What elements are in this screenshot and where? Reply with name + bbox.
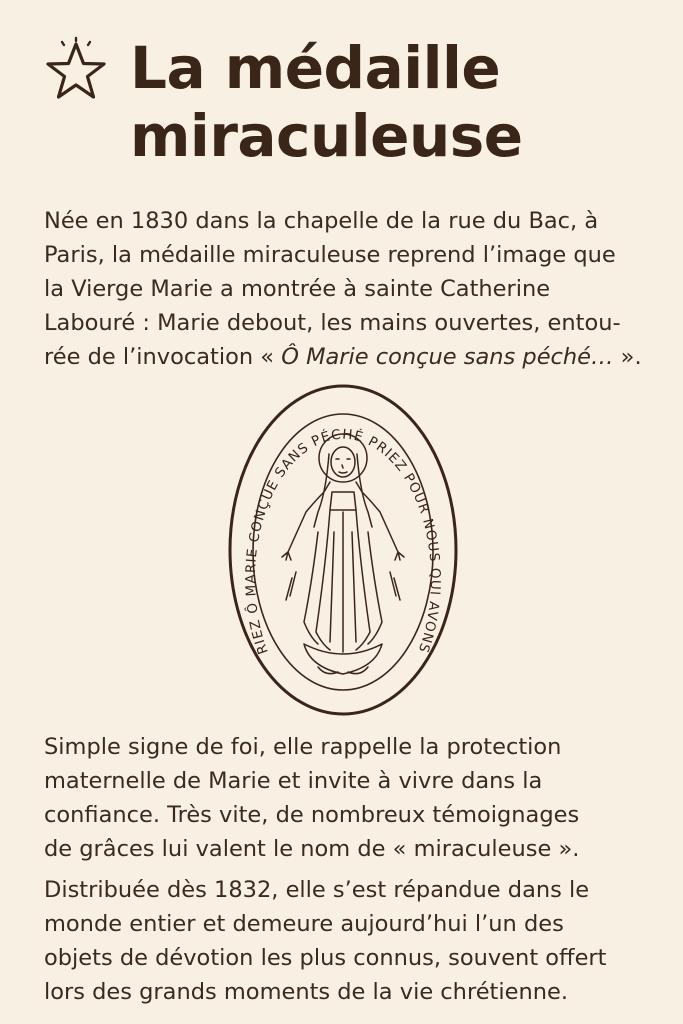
virgin-figure — [282, 434, 404, 674]
page-title — [130, 34, 523, 170]
middle-line: maternelle de Marie et invite à vivre dans la — [44, 768, 543, 794]
intro-line: Née en 1830 dans la chapelle de la rue du Bac, à — [44, 208, 599, 234]
title-line-1: La médaille — [130, 34, 501, 102]
closing-paragraph — [44, 873, 654, 1009]
closing-line: lors des grands moments de la vie chrétienne. — [44, 979, 568, 1005]
middle-line: Simple signe de foi, elle rappelle la protection — [44, 734, 562, 760]
miraculous-medal-illustration — [226, 382, 460, 718]
title-line-2: miraculeuse — [130, 102, 523, 170]
medal-inscription-path: RIEZ Ô MARIE CONÇUE SANS PÉCHÉ PRIEZ POUR NOUS QUI AVONS — [242, 426, 444, 657]
intro-quote: Ô Marie conçue sans péché… — [281, 344, 614, 370]
middle-line: confiance. Très vite, de nombreux témoignages — [44, 802, 580, 828]
closing-line: Distribuée dès 1832, elle s’est répandue dans le — [44, 877, 590, 903]
intro-quote-end: ». — [613, 344, 642, 370]
intro-line: Paris, la médaille miraculeuse reprend l’image que — [44, 242, 616, 268]
middle-paragraph — [44, 730, 654, 866]
middle-line: de grâces lui valent le nom de « miraculeuse ». — [44, 836, 580, 862]
intro-paragraph — [44, 204, 654, 374]
intro-line: rée de l’invocation « — [44, 344, 282, 370]
closing-line: objets de dévotion les plus connus, souvent offert — [44, 945, 607, 971]
closing-line: monde entier et demeure aujourd’hui l’un des — [44, 911, 564, 937]
intro-line: la Vierge Marie a montrée à sainte Catherine — [44, 276, 551, 302]
intro-line: Labouré : Marie debout, les mains ouvertes, entou- — [44, 310, 621, 336]
star-icon — [40, 36, 112, 108]
